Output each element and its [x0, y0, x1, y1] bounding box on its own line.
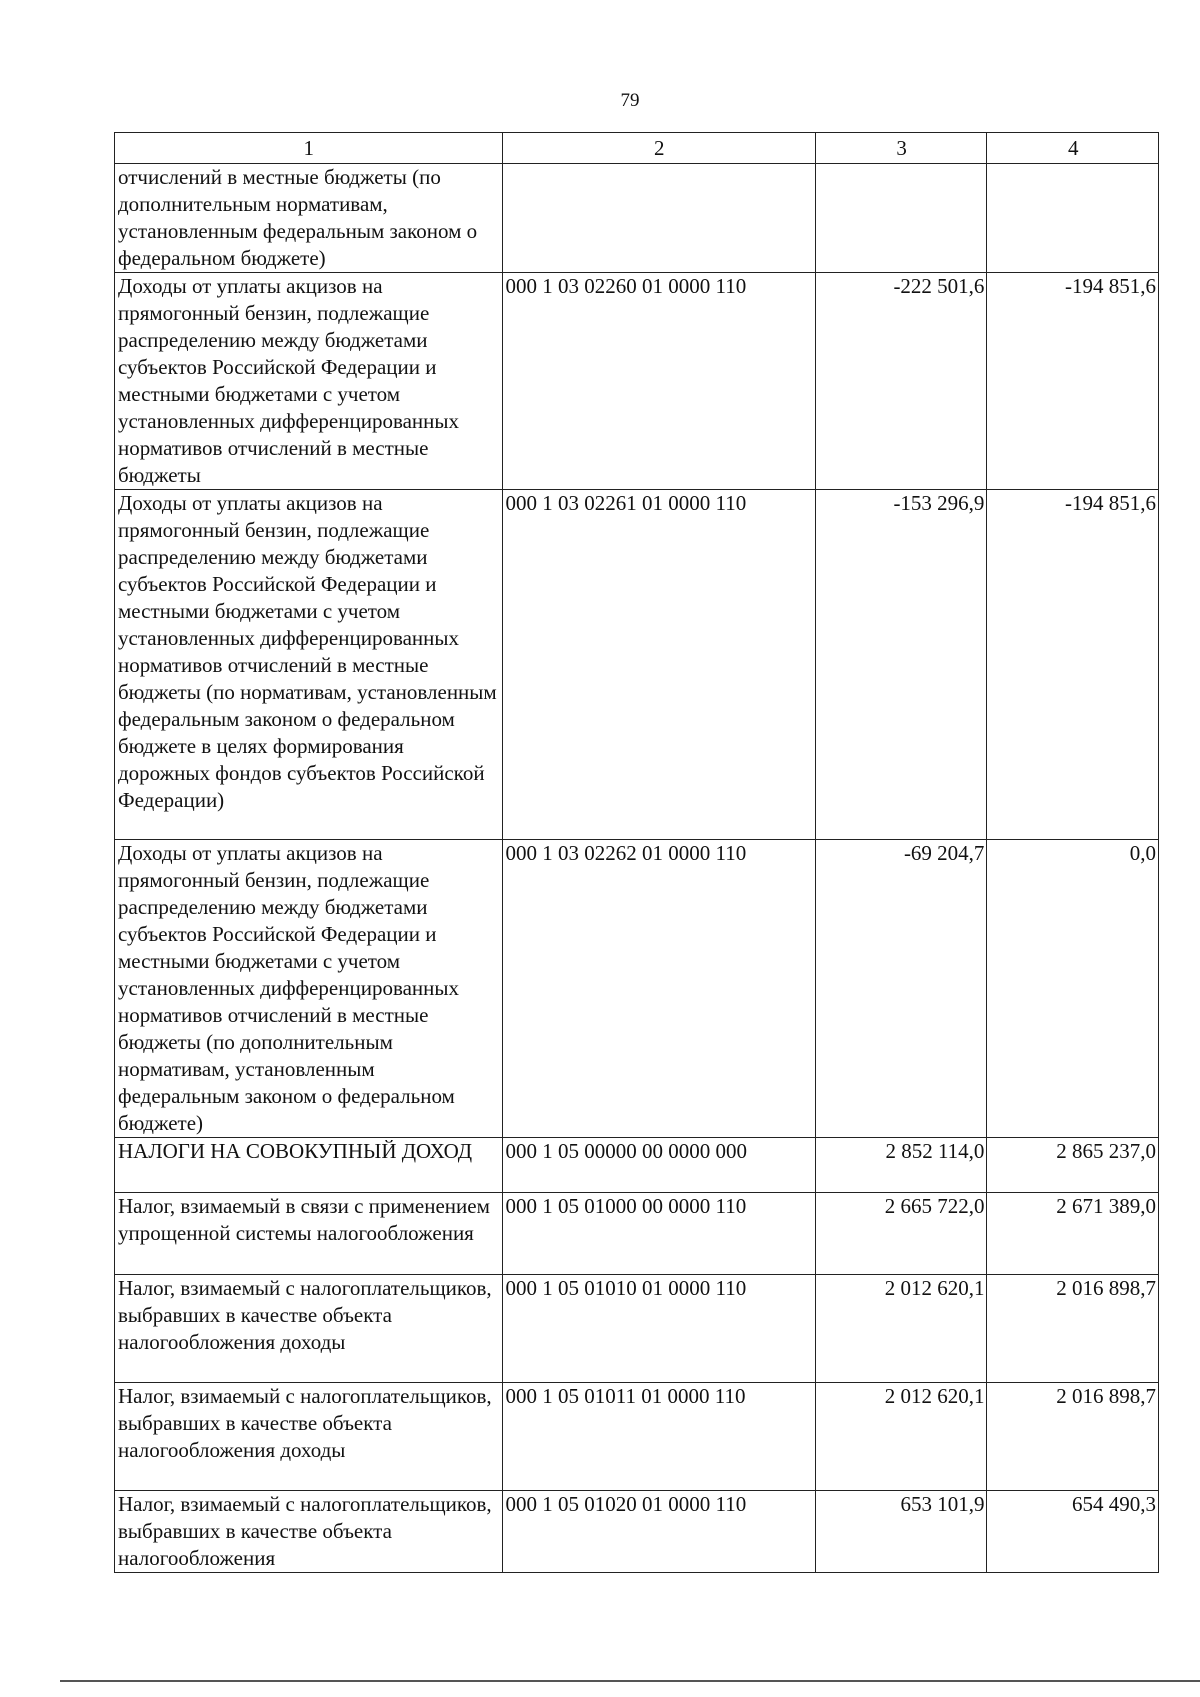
page-number: 79 — [620, 90, 640, 111]
row-description: НАЛОГИ НА СОВОКУПНЫЙ ДОХОД — [115, 1138, 503, 1193]
row-code: 000 1 03 02261 01 0000 110 — [502, 490, 815, 840]
table-header-row — [115, 133, 1159, 164]
row-code — [502, 164, 815, 273]
row-value-col3: 2 665 722,0 — [815, 1193, 987, 1275]
row-value-col3: 2 012 620,1 — [815, 1275, 987, 1383]
row-description: Доходы от уплаты акцизов на прямогонный бензин, подлежащие распределению между бюджетами субъектов Российской Федерации и местными бюджетами с учетом установленных дифференцированных нормативов отчислений в местные бюджеты (по дополнительным нормативам, установленным федеральным законом о федеральном бюджете) — [115, 840, 503, 1138]
row-code: 000 1 03 02262 01 0000 110 — [502, 840, 815, 1138]
row-value-col4: 2 016 898,7 — [987, 1383, 1159, 1491]
row-value-col4: 2 016 898,7 — [987, 1275, 1159, 1383]
column-header: 3 — [815, 133, 987, 164]
table-row — [115, 164, 1159, 273]
table-row — [115, 1138, 1159, 1193]
row-description: Доходы от уплаты акцизов на прямогонный бензин, подлежащие распределению между бюджетами субъектов Российской Федерации и местными бюджетами с учетом установленных дифференцированных нормативов отчислений в местные бюджеты (по нормативам, установленным федеральным законом о федеральном бюджете в целях формирования дорожных фондов субъектов Российской Федерации) — [115, 490, 503, 840]
row-value-col3 — [815, 164, 987, 273]
row-value-col4: 0,0 — [987, 840, 1159, 1138]
row-description: Налог, взимаемый с налогоплательщиков, выбравших в качестве объекта налогообложения доходы — [115, 1275, 503, 1383]
row-description: Доходы от уплаты акцизов на прямогонный бензин, подлежащие распределению между бюджетами субъектов Российской Федерации и местными бюджетами с учетом установленных дифференцированных нормативов отчислений в местные бюджеты — [115, 273, 503, 490]
table-row — [115, 1383, 1159, 1491]
row-value-col3: -222 501,6 — [815, 273, 987, 490]
row-value-col4: 2 671 389,0 — [987, 1193, 1159, 1275]
row-value-col3: -69 204,7 — [815, 840, 987, 1138]
column-header: 4 — [987, 133, 1159, 164]
table-row — [115, 490, 1159, 840]
column-header: 1 — [115, 133, 503, 164]
row-value-col4: 654 490,3 — [987, 1491, 1159, 1573]
table-row — [115, 1193, 1159, 1275]
row-code: 000 1 05 00000 00 0000 000 — [502, 1138, 815, 1193]
row-value-col3: 2 852 114,0 — [815, 1138, 987, 1193]
column-header: 2 — [502, 133, 815, 164]
row-description: Налог, взимаемый в связи с применением упрощенной системы налогообложения — [115, 1193, 503, 1275]
row-description: Налог, взимаемый с налогоплательщиков, выбравших в качестве объекта налогообложения доходы — [115, 1383, 503, 1491]
row-value-col4: 2 865 237,0 — [987, 1138, 1159, 1193]
budget-revenue-table — [114, 132, 1159, 1573]
row-code: 000 1 05 01010 01 0000 110 — [502, 1275, 815, 1383]
table-row — [115, 1491, 1159, 1573]
row-code: 000 1 05 01011 01 0000 110 — [502, 1383, 815, 1491]
row-value-col4 — [987, 164, 1159, 273]
row-code: 000 1 05 01000 00 0000 110 — [502, 1193, 815, 1275]
table-row — [115, 1275, 1159, 1383]
row-value-col3: 653 101,9 — [815, 1491, 987, 1573]
row-code: 000 1 05 01020 01 0000 110 — [502, 1491, 815, 1573]
row-value-col3: -153 296,9 — [815, 490, 987, 840]
row-description: отчислений в местные бюджеты (по дополнительным нормативам, установленным федеральным законом о федеральном бюджете) — [115, 164, 503, 273]
table-row — [115, 840, 1159, 1138]
row-value-col3: 2 012 620,1 — [815, 1383, 987, 1491]
row-description: Налог, взимаемый с налогоплательщиков, выбравших в качестве объекта налогообложения — [115, 1491, 503, 1573]
row-value-col4: -194 851,6 — [987, 490, 1159, 840]
row-value-col4: -194 851,6 — [987, 273, 1159, 490]
table-row — [115, 273, 1159, 490]
page-bottom-rule — [60, 1680, 1200, 1682]
row-code: 000 1 03 02260 01 0000 110 — [502, 273, 815, 490]
